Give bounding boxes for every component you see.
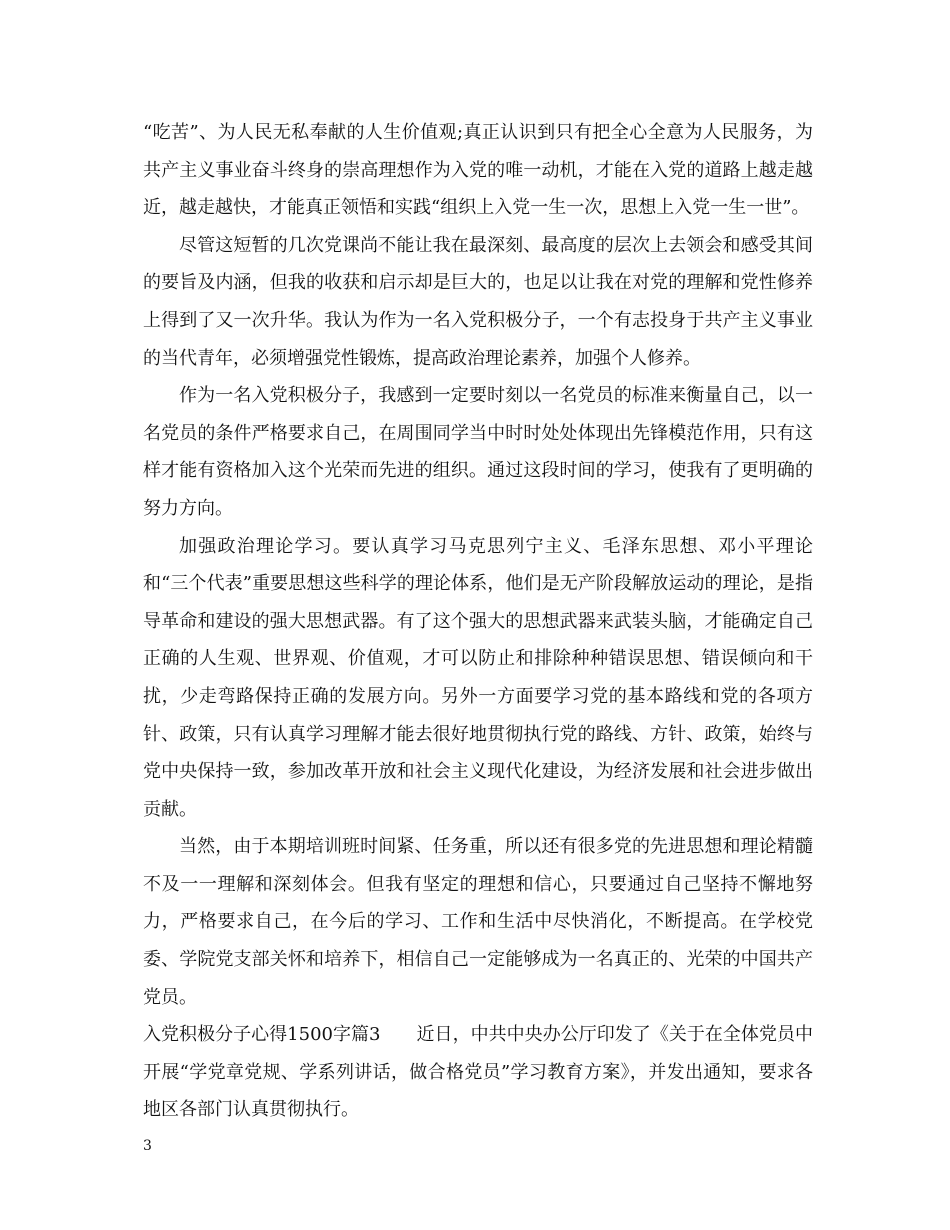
paragraph-3: 作为一名入党积极分子，我感到一定要时刻以一名党员的标准来衡量自己，以一名党员的条件严格要求自己，在周围同学当中时时处处体现出先锋模范作用，只有这样才能有资格加入这个光荣而先进的组织。通过这段时间的学习，使我有了更明确的努力方向。 xyxy=(143,385,813,519)
paragraph-5: 当然，由于本期培训班时间紧、任务重，所以还有很多党的先进思想和理论精髓不及一一理解和深刻体会。但我有坚定的理想和信心，只要通过自己坚持不懈地努力，严格要求自己，在今后的学习、工作和生活中尽快消化，不断提高。在学校党委、学院党支部关怀和培养下，相信自己一定能够成为一名真正的、光荣的中国共产党员。 xyxy=(143,836,813,1008)
section-paragraph xyxy=(143,1016,813,1129)
document-body xyxy=(143,114,813,1129)
section-heading: 入党积极分子心得1500字篇3 xyxy=(143,1024,381,1046)
page-number: 3 xyxy=(143,1138,152,1154)
paragraph-2: 尽管这短暂的几次党课尚不能让我在最深刻、最高度的层次上去领会和感受其间的要旨及内涵，但我的收获和启示却是巨大的，也足以让我在对党的理解和党性修养上得到了又一次升华。我认为作为一名入党积极分子，一个有志投身于共产主义事业的当代青年，必须增强党性锻炼，提高政治理论素养，加强个人修养。 xyxy=(143,234,813,369)
section-text: 近日，中共中央办公厅印发了《关于在全体党员中开展“学党章党规、学系列讲话，做合格党员”学习教育方案》，并发出通知，要求各地区各部门认真贯彻执行。 xyxy=(143,1024,814,1121)
paragraph-4: 加强政治理论学习。要认真学习马克思列宁主义、毛泽东思想、邓小平理论和“三个代表”重要思想这些科学的理论体系，他们是无产阶段解放运动的理论，是指导革命和建设的强大思想武器。有了这个强大的思想武器来武装头脑，才能确定自己正确的人生观、世界观、价值观，才可以防止和排除种种错误思想、错误倾向和干扰，少走弯路保持正确的发展方向。另外一方面要学习党的基本路线和党的各项方针、政策，只有认真学习理解才能去很好地贯彻执行党的路线、方针、政策，始终与党中央保持一致，参加改革开放和社会主义现代化建设，为经济发展和社会进步做出贡献。 xyxy=(143,535,813,820)
paragraph-1: “吃苦”、为人民无私奉献的人生价值观;真正认识到只有把全心全意为人民服务，为共产主义事业奋斗终身的崇高理想作为入党的唯一动机，才能在入党的道路上越走越近，越走越快，才能真正领悟和实践“组织上入党一生一次，思想上入党一生一世”。 xyxy=(143,122,813,219)
